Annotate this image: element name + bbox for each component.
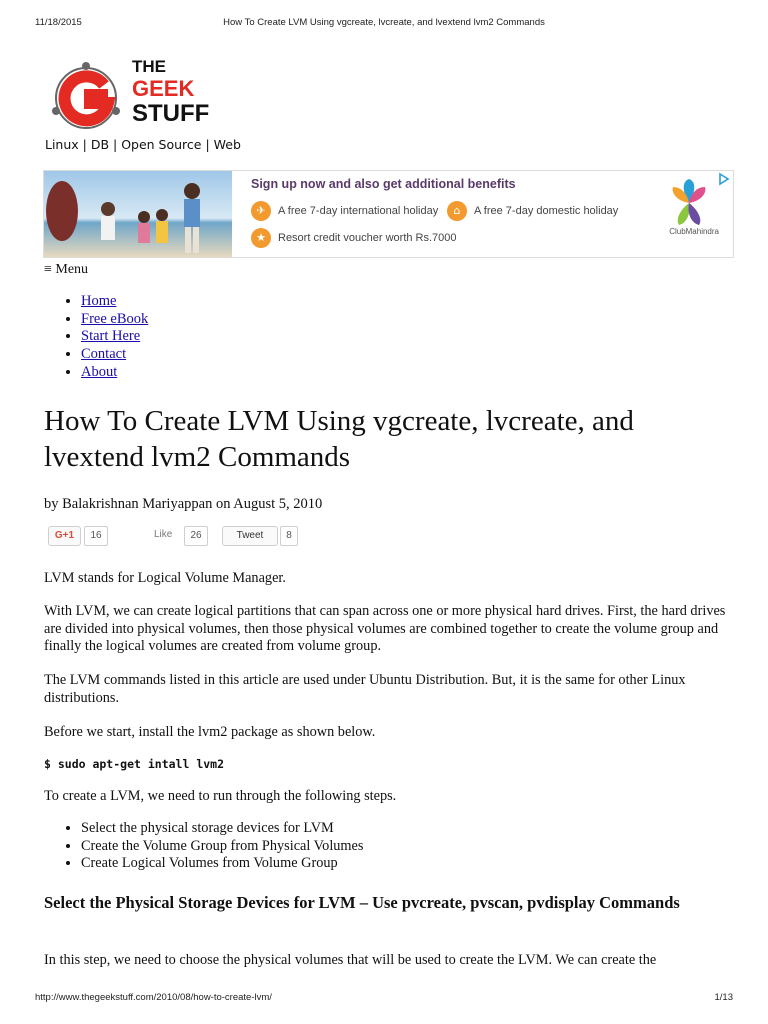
paragraph-distribution: The LVM commands listed in this article are used under Ubuntu Distribution. But, it is the same for other Linux distributions. [44, 672, 686, 706]
article-byline: by Balakrishnan Mariyappan on August 5, 2010 [44, 496, 323, 512]
print-url: http://www.thegeekstuff.com/2010/08/how-to-create-lvm/ [35, 992, 272, 1003]
paragraph-install: Before we start, install the lvm2 package as shown below. [44, 724, 376, 740]
club-mahindra-logo-icon [667, 179, 711, 227]
logo-geek: GEEK [132, 76, 195, 101]
like-button[interactable]: Like [154, 529, 173, 540]
logo-stuff: STUFF [132, 100, 210, 127]
print-page-number: 1/13 [714, 992, 733, 1003]
print-footer [35, 992, 733, 1006]
ad-offer-domestic: A free 7-day domestic holiday [474, 205, 619, 217]
ad-offer-voucher: Resort credit voucher worth Rs.7000 [278, 232, 457, 244]
paragraph-steps-intro: To create a LVM, we need to run through the following steps. [44, 788, 397, 804]
paragraph-overview: With LVM, we can create logical partitions that can span across one or more physical hard drives. First, the hard drives are divided into physical volumes, then those physical volumes are combined together to create the volume group and finally the logical volumes are created from volume group. [44, 603, 726, 655]
nav-link-contact[interactable]: Contact [81, 346, 127, 363]
print-title: How To Create LVM Using vgcreate, lvcreate, and lvextend lvm2 Commands [223, 17, 545, 28]
ad-offer-international: A free 7-day international holiday [278, 205, 439, 217]
nav-link-free-ebook[interactable]: Free eBook [81, 310, 149, 327]
list-item: • Select the physical storage devices for LVM [81, 820, 363, 838]
main-nav [62, 293, 148, 381]
section-heading: Select the Physical Storage Devices for LVM – Use pvcreate, pvscan, pvdisplay Commands [44, 893, 680, 912]
nav-link-home[interactable]: Home [81, 293, 117, 309]
list-item: • Create the Volume Group from Physical Volumes [81, 838, 363, 856]
like-count: 26 [184, 526, 208, 546]
ad-brand: ClubMahindra [669, 227, 719, 236]
steps-list [62, 820, 363, 873]
adchoices-icon[interactable] [717, 172, 731, 186]
article-title: How To Create LVM Using vgcreate, lvcreate, and lvextend lvm2 Commands [44, 405, 634, 473]
tweet-button[interactable]: Tweet [222, 526, 278, 546]
logo-the: THE [132, 57, 166, 76]
nav-link-about[interactable]: About [81, 363, 118, 380]
nav-item-free-ebook [81, 311, 148, 329]
ad-gift-icon: ⌂ [447, 201, 467, 221]
tweet-count: 8 [280, 526, 298, 546]
ad-gift-icon: ✈ [251, 201, 271, 221]
site-tagline: Linux | DB | Open Source | Web [45, 137, 241, 152]
nav-item-start-here [81, 328, 148, 346]
paragraph-intro: LVM stands for Logical Volume Manager. [44, 570, 286, 586]
paragraph-step-one: In this step, we need to choose the physical volumes that will be used to create the LVM. We can create the [44, 952, 657, 968]
code-install-command: $ sudo apt-get intall lvm2 [44, 757, 225, 771]
print-header [35, 17, 733, 31]
nav-link-start-here[interactable]: Start Here [81, 328, 141, 345]
nav-item-contact [81, 346, 148, 364]
nav-item-about [81, 364, 148, 382]
nav-item-home [81, 293, 148, 311]
print-date: 11/18/2015 [35, 17, 82, 28]
list-item: • Create Logical Volumes from Volume Group [81, 855, 363, 873]
ad-headline: Sign up now and also get additional benefits [251, 177, 516, 191]
gplus-button[interactable]: G+1 [48, 526, 81, 546]
menu-toggle[interactable]: ≡ Menu [44, 262, 89, 277]
logo-g-icon [46, 55, 132, 135]
gplus-count: 16 [84, 526, 108, 546]
ad-beach-photo [44, 171, 232, 257]
site-logo[interactable] [46, 55, 246, 135]
ad-voucher-icon: ★ [251, 228, 271, 248]
ad-banner[interactable] [43, 170, 734, 258]
